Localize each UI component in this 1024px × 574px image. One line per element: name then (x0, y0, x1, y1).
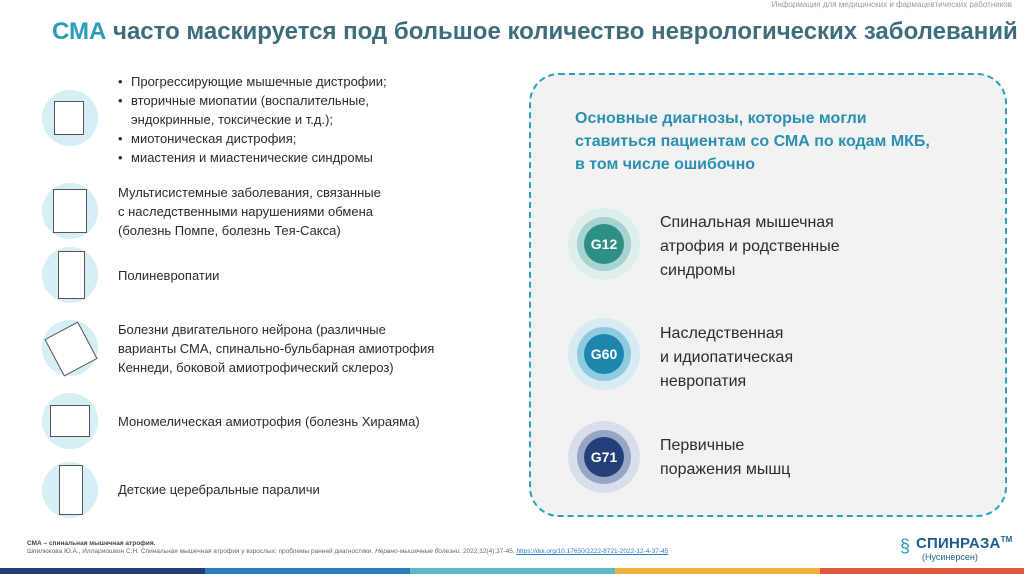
bottom-bar-segment (0, 568, 205, 574)
document-icon-circle (42, 183, 98, 239)
diagnosis-g71: Первичные поражения мышц (660, 437, 791, 478)
footnote-abbrev: СМА – спинальная мышечная атрофия. (27, 540, 156, 547)
item-polyneuropathy: Полиневропатии (118, 268, 220, 283)
diagnosis-g12: Спинальная мышечная атрофия и родственные синдромы (660, 214, 840, 279)
list-item: • миастения и миастенические синдромы (118, 150, 373, 165)
title-accent: СМА (52, 18, 107, 45)
page-title (52, 18, 1018, 46)
code-g71: G71 (584, 437, 624, 477)
code-g60: G60 (584, 334, 624, 374)
spinraza-logo: § СПИНРАЗА™ (Нусинерсен) (900, 535, 1013, 562)
code-badge-g60 (568, 318, 640, 390)
doi-link[interactable]: https://doi.org/10.17650/2222-8721-2022-12-4-37-45 (516, 548, 669, 555)
document-icon (44, 322, 97, 377)
item-motor-neuron: Болезни двигательного нейрона (различные варианты СМА, спинально-бульбарная амиотрофия Кеннеди, боковой амиотрофический склероз) (118, 322, 435, 375)
document-icon (58, 251, 85, 299)
code-g12: G12 (584, 224, 624, 264)
document-icon-circle (42, 462, 98, 518)
document-icon (53, 189, 87, 233)
document-icon (50, 405, 90, 437)
list-item: • вторичные миопатии (воспалительные, эндокринные, токсические и т.д.); (118, 93, 370, 127)
bottom-bar-segment (205, 568, 410, 574)
diagnosis-g60: Наследственная и идиопатическая невропатия (660, 325, 794, 390)
document-icon-circle (42, 393, 98, 449)
document-icon (59, 465, 83, 515)
bottom-bar-segment (820, 568, 1024, 574)
top-note: Информация для медицинских и фармацевтических работников (771, 0, 1012, 9)
document-icon (54, 101, 84, 135)
item-multisystem: Мультисистемные заболевания, связанные с наследственными нарушениями обмена (болезнь Помпе, болезнь Тея-Сакса) (118, 185, 381, 238)
footnote: СМА – спинальная мышечная атрофия. Шпилюкова Ю.А., Иллариошкин С.Н. Спинальная мышечная атрофия у взрослых: проблемы ранней диагностики. Нервно-мышечные болезни. 2022;12(4):37-45. https://doi.org/10.17650/2222-8721-2022-12-4-37-45 (27, 540, 669, 555)
item-hirayama: Мономелическая амиотрофия (болезнь Хираяма) (118, 414, 420, 429)
item-cerebral-palsy: Детские церебральные параличи (118, 482, 320, 497)
title-rest: часто маскируется под большое количество неврологических заболеваний (106, 18, 1018, 45)
code-badge-g12 (568, 208, 640, 280)
bottom-bar-segment (410, 568, 615, 574)
document-icon-circle (42, 320, 98, 376)
document-icon-circle (42, 247, 98, 303)
list-item: • Прогрессирующие мышечные дистрофии; (118, 74, 387, 89)
code-badge-g71 (568, 421, 640, 493)
item-dystrophies (118, 72, 387, 167)
list-item: • миотоническая дистрофия; (118, 131, 297, 146)
bottom-bar-segment (615, 568, 820, 574)
panel-title: Основные диагнозы, которые могли ставиться пациентам со СМА по кодам МКБ, в том числе ошибочно (575, 110, 930, 173)
document-icon-circle (42, 90, 98, 146)
logo-mark-icon: § (900, 536, 911, 556)
